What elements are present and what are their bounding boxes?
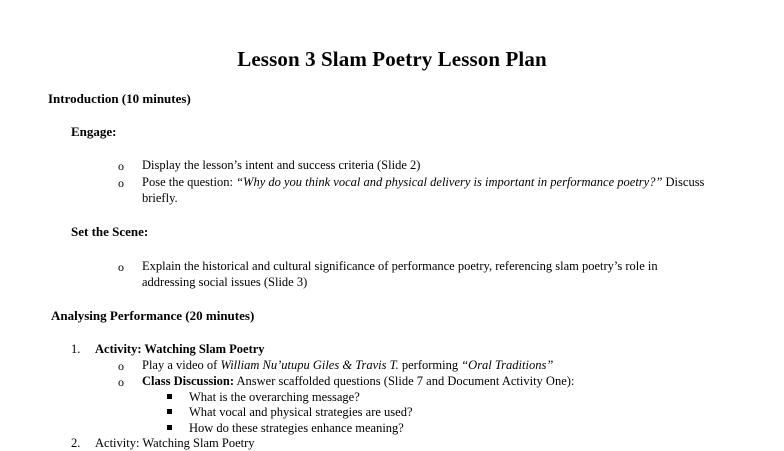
scene-bullet-1-line-1: Explain the historical and cultural significance of performance poetry, referencing slam poetry’s role in <box>142 259 658 273</box>
section-heading-analysing-performance: Analysing Performance (20 minutes) <box>51 308 255 323</box>
engage-bullet-2-continued: briefly. <box>142 191 178 205</box>
page-title: Lesson 3 Slam Poetry Lesson Plan <box>237 47 547 71</box>
scene-bullet-1-line-2: addressing social issues (Slide 3) <box>142 275 308 289</box>
engage-question-quote: “Why do you think vocal and physical delivery is important in performance poetry?” <box>236 175 663 189</box>
bullet-marker: o <box>118 260 124 274</box>
activity-1-sub-1 <box>142 357 553 373</box>
engage-bullet-2 <box>142 174 704 190</box>
bullet-marker: o <box>118 159 124 173</box>
section-heading-introduction: Introduction (10 minutes) <box>48 91 191 106</box>
subheading-set-the-scene: Set the Scene: <box>71 224 149 239</box>
square-bullet-marker <box>167 409 172 414</box>
activity-1-label <box>95 341 265 357</box>
sub-1-mid: performing <box>398 358 462 372</box>
engage-bullet-2-pre: Pose the question: <box>142 175 237 189</box>
engage-bullet-1: Display the lesson’s intent and success criteria (Slide 2) <box>142 158 421 172</box>
activity-2-label: Activity: Watching Slam Poetry <box>95 436 255 450</box>
list-number: 2. <box>71 436 81 450</box>
bullet-marker: o <box>118 375 124 389</box>
activity-1-sub-2 <box>142 373 574 389</box>
question-item: What vocal and physical strategies are used? <box>189 405 413 419</box>
question-item: How do these strategies enhance meaning? <box>189 421 404 435</box>
engage-bullet-2-post: Discuss <box>662 175 705 189</box>
bullet-marker: o <box>118 359 124 373</box>
poem-title: “Oral Traditions” <box>461 358 554 372</box>
subheading-engage: Engage: <box>71 124 117 139</box>
question-item: What is the overarching message? <box>189 390 360 404</box>
class-discussion-label: Class Discussion: <box>142 374 235 388</box>
class-discussion-text: Answer scaffolded questions (Slide 7 and Document Activity One): <box>234 374 575 388</box>
list-number: 1. <box>71 342 81 356</box>
performer-names: William Nu’utupu Giles & Travis T. <box>220 358 399 372</box>
square-bullet-marker <box>167 425 172 430</box>
sub-1-pre: Play a video of <box>142 358 221 372</box>
bullet-marker: o <box>118 176 124 190</box>
activity-1-label-text: Activity: Watching Slam Poetry <box>95 342 265 356</box>
square-bullet-marker <box>167 394 172 399</box>
